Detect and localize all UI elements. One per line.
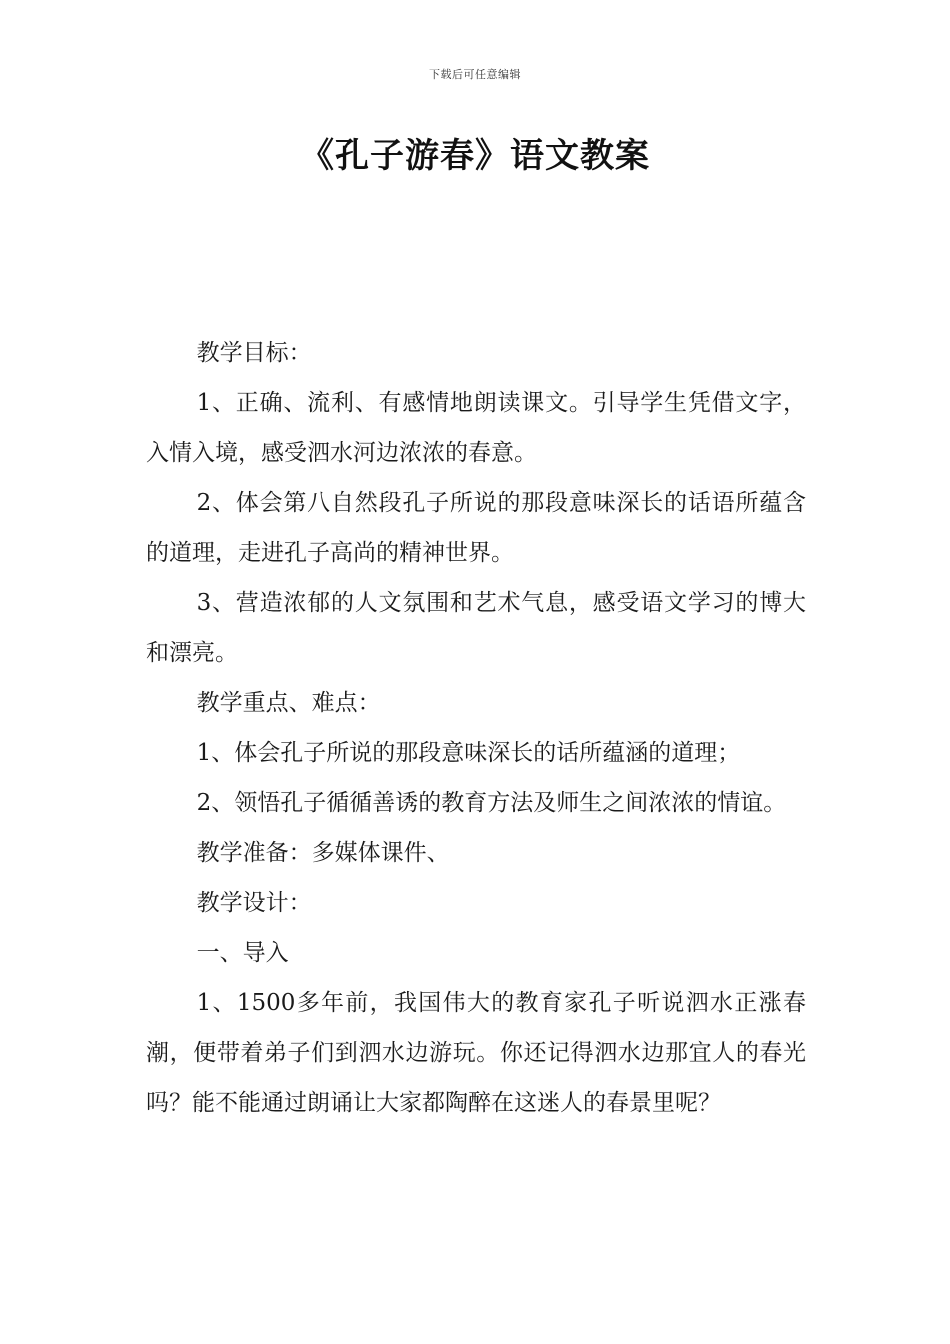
paragraph: 1、体会孔子所说的那段意味深长的话所蕴涵的道理； bbox=[196, 740, 741, 766]
paragraph: 2、体会第八自然段孔子所说的那段意味深长的话语所蕴含的道理，走进孔子高尚的精神世界。 bbox=[146, 490, 806, 566]
paragraph: 3、营造浓郁的人文氛围和艺术气息，感受语文学习的博大和漂亮。 bbox=[146, 590, 806, 666]
header-note: 下载后可任意编辑 bbox=[429, 68, 521, 81]
paragraph: 1、正确、流利、有感情地朗读课文。引导学生凭借文字，入情入境，感受泗水河边浓浓的春意。 bbox=[146, 390, 806, 466]
document-body bbox=[146, 328, 806, 1128]
section-heading-intro: 一、导入 bbox=[196, 940, 289, 966]
section-heading-objectives: 教学目标： bbox=[196, 340, 312, 366]
document-title: 《孔子游春》语文教案 bbox=[300, 136, 650, 176]
section-heading-key-points: 教学重点、难点： bbox=[196, 690, 381, 716]
paragraph: 2、领悟孔子循循善诱的教育方法及师生之间浓浓的情谊。 bbox=[196, 790, 787, 816]
paragraph: 1、1500多年前，我国伟大的教育家孔子听说泗水正涨春潮，便带着弟子们到泗水边游玩。你还记得泗水边那宜人的春光吗？能不能通过朗诵让大家都陶醉在这迷人的春景里呢？ bbox=[146, 990, 806, 1116]
section-heading-preparation: 教学准备：多媒体课件、 bbox=[196, 840, 450, 866]
section-heading-design: 教学设计： bbox=[196, 890, 312, 916]
